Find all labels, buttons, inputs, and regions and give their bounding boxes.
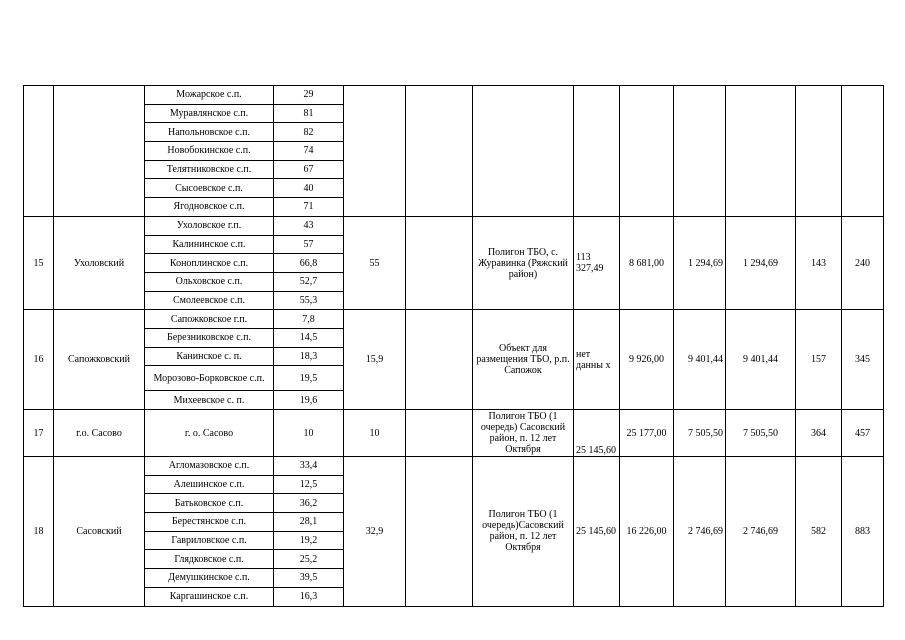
- empty-cell: [406, 410, 473, 457]
- settlement-value: 74: [274, 142, 344, 161]
- settlement-name: Берестянское с.п.: [145, 513, 274, 532]
- volume-1: 16 226,00: [620, 457, 674, 607]
- settlement-value: 16,3: [274, 587, 344, 606]
- data-table: [23, 85, 884, 607]
- settlement-name: Демушкинское с.п.: [145, 569, 274, 588]
- table-row: [24, 86, 884, 105]
- settlement-name: Михеевское с. п.: [145, 391, 274, 410]
- capacity: 113 327,49: [574, 216, 620, 309]
- settlement-value: 81: [274, 104, 344, 123]
- volume-3: 9 401,44: [726, 310, 796, 410]
- settlement-value: 12,5: [274, 475, 344, 494]
- table-row: [24, 216, 884, 235]
- district-name: Ухоловский: [54, 216, 145, 309]
- empty-cell: [406, 216, 473, 309]
- volume-3: [726, 86, 796, 217]
- settlement-name: Сысоевское с.п.: [145, 179, 274, 198]
- settlement-name: Можарское с.п.: [145, 86, 274, 105]
- volume-1: 9 926,00: [620, 310, 674, 410]
- distance-2: 345: [842, 310, 884, 410]
- settlement-value: 36,2: [274, 494, 344, 513]
- district-name: Сапожковский: [54, 310, 145, 410]
- row-number: 15: [24, 216, 54, 309]
- table-row: [24, 457, 884, 476]
- row-number: 18: [24, 457, 54, 607]
- settlement-name: Сапожковское г.п.: [145, 310, 274, 329]
- empty-cell: [406, 310, 473, 410]
- settlement-value: 18,3: [274, 347, 344, 366]
- volume-1: 8 681,00: [620, 216, 674, 309]
- settlement-name: Глядковское с.п.: [145, 550, 274, 569]
- row-number: 17: [24, 410, 54, 457]
- settlement-value: 82: [274, 123, 344, 142]
- district-name: [54, 86, 145, 217]
- volume-2: 2 746,69: [674, 457, 726, 607]
- settlement-value: 14,5: [274, 328, 344, 347]
- volume-2: 1 294,69: [674, 216, 726, 309]
- settlement-name: Напольновское с.п.: [145, 123, 274, 142]
- empty-cell: [406, 457, 473, 607]
- disposal-object: Полигон ТБО, с. Журавинка (Ряжский район): [473, 216, 574, 309]
- row-number: [24, 86, 54, 217]
- capacity: нет данны х: [574, 310, 620, 410]
- settlement-value: 28,1: [274, 513, 344, 532]
- settlement-value: 39,5: [274, 569, 344, 588]
- settlement-name: Батьковское с.п.: [145, 494, 274, 513]
- disposal-object: Объект для размещения ТБО, р.п. Сапожок: [473, 310, 574, 410]
- settlement-name: Калининское с.п.: [145, 235, 274, 254]
- settlement-value: 10: [274, 410, 344, 457]
- settlement-value: 29: [274, 86, 344, 105]
- distance: 364: [796, 410, 842, 457]
- average-value: 10: [344, 410, 406, 457]
- settlement-name: Алешинское с.п.: [145, 475, 274, 494]
- volume-1: 25 177,00: [620, 410, 674, 457]
- distance-2: 883: [842, 457, 884, 607]
- disposal-object: [473, 86, 574, 217]
- settlement-value: 52,7: [274, 272, 344, 291]
- district-name: Сасовский: [54, 457, 145, 607]
- volume-3: 2 746,69: [726, 457, 796, 607]
- settlement-name: Ольховское с.п.: [145, 272, 274, 291]
- table-row: [24, 310, 884, 329]
- settlement-name: Гавриловское с.п.: [145, 531, 274, 550]
- settlement-name: Березниковское с.п.: [145, 328, 274, 347]
- settlement-name: Телятниковское с.п.: [145, 160, 274, 179]
- row-number: 16: [24, 310, 54, 410]
- volume-2: [674, 86, 726, 217]
- settlement-name: Ягодновское с.п.: [145, 198, 274, 217]
- distance: [796, 86, 842, 217]
- average-value: 15,9: [344, 310, 406, 410]
- settlement-value: 33,4: [274, 457, 344, 476]
- settlement-value: 7,8: [274, 310, 344, 329]
- district-name: г.о. Сасово: [54, 410, 145, 457]
- settlement-value: 19,2: [274, 531, 344, 550]
- empty-cell: [406, 86, 473, 217]
- capacity: 25 145,60: [574, 457, 620, 607]
- settlement-value: 25,2: [274, 550, 344, 569]
- volume-3: 1 294,69: [726, 216, 796, 309]
- settlement-name: Смолеевское с.п.: [145, 291, 274, 310]
- settlement-name: Агломазовское с.п.: [145, 457, 274, 476]
- settlement-value: 55,3: [274, 291, 344, 310]
- settlement-value: 57: [274, 235, 344, 254]
- settlement-name: Канинское с. п.: [145, 347, 274, 366]
- capacity: [574, 86, 620, 217]
- settlement-value: 40: [274, 179, 344, 198]
- average-value: 32,9: [344, 457, 406, 607]
- capacity: 25 145,60: [574, 410, 620, 457]
- disposal-object: Полигон ТБО (1 очередь)Сасовский район, п. 12 лет Октября: [473, 457, 574, 607]
- settlement-value: 66,8: [274, 254, 344, 273]
- settlement-name: Новобокинское с.п.: [145, 142, 274, 161]
- distance-2: [842, 86, 884, 217]
- settlement-name: Муравлянское с.п.: [145, 104, 274, 123]
- settlement-value: 43: [274, 216, 344, 235]
- settlement-value: 71: [274, 198, 344, 217]
- distance: 582: [796, 457, 842, 607]
- settlement-name: Коноплинское с.п.: [145, 254, 274, 273]
- settlement-value: 19,5: [274, 366, 344, 391]
- distance: 157: [796, 310, 842, 410]
- average-value: [344, 86, 406, 217]
- average-value: 55: [344, 216, 406, 309]
- distance-2: 457: [842, 410, 884, 457]
- settlement-name: Морозово-Борковское с.п.: [145, 366, 274, 391]
- settlement-name: г. о. Сасово: [145, 410, 274, 457]
- table-row: [24, 410, 884, 457]
- volume-1: [620, 86, 674, 217]
- volume-2: 9 401,44: [674, 310, 726, 410]
- settlement-value: 19,6: [274, 391, 344, 410]
- settlement-name: Каргашинское с.п.: [145, 587, 274, 606]
- volume-2: 7 505,50: [674, 410, 726, 457]
- settlement-value: 67: [274, 160, 344, 179]
- distance-2: 240: [842, 216, 884, 309]
- volume-3: 7 505,50: [726, 410, 796, 457]
- disposal-object: Полигон ТБО (1 очередь) Сасовский район, п. 12 лет Октября: [473, 410, 574, 457]
- settlement-name: Ухоловское г.п.: [145, 216, 274, 235]
- distance: 143: [796, 216, 842, 309]
